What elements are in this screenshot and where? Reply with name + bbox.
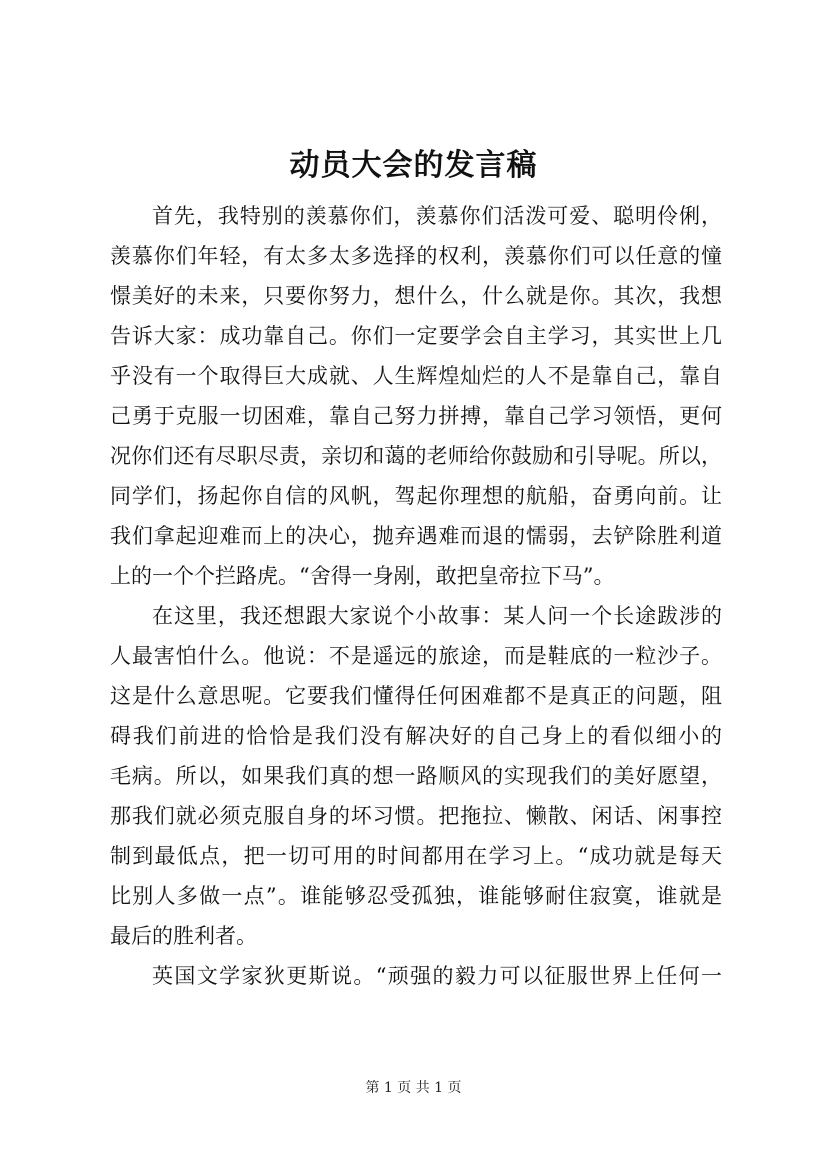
document-body <box>110 196 722 996</box>
text-line: 毛病。所以，如果我们真的想一路顺风的实现我们的美好愿望， <box>110 764 722 788</box>
text-line: 乎没有一个取得巨大成就、人生辉煌灿烂的人不是靠自己，靠自 <box>110 364 722 388</box>
text-line: 羡慕你们年轻，有太多太多选择的权利，羡慕你们可以任意的憧 <box>110 244 722 268</box>
text-line: 上的一个个拦路虎。“舍得一身剐，敢把皇帝拉下马”。 <box>110 564 615 588</box>
text-line: 这是什么意思呢。它要我们懂得任何困难都不是真正的问题，阻 <box>110 684 722 708</box>
text-line: 况你们还有尽职尽责，亲切和蔼的老师给你鼓励和引导呢。所以， <box>110 444 722 468</box>
text-line: 英国文学家狄更斯说。“顽强的毅力可以征服世界上任何一 <box>152 964 722 988</box>
paragraph-1 <box>110 196 722 596</box>
text-line: 人最害怕什么。他说：不是遥远的旅途，而是鞋底的一粒沙子。 <box>110 644 722 668</box>
text-line: 己勇于克服一切困难，靠自己努力拼搏，靠自己学习领悟，更何 <box>110 404 722 428</box>
text-line: 我们拿起迎难而上的决心，抛弃遇难而退的懦弱，去铲除胜利道 <box>110 524 722 548</box>
text-line: 制到最低点，把一切可用的时间都用在学习上。“成功就是每天 <box>110 844 722 868</box>
document-title: 动员大会的发言稿 <box>289 148 538 183</box>
text-line: 首先，我特别的羡慕你们，羡慕你们活泼可爱、聪明伶俐， <box>152 204 722 228</box>
paragraph-2 <box>110 596 722 956</box>
text-line: 告诉大家：成功靠自己。你们一定要学会自主学习，其实世上几 <box>110 324 722 348</box>
text-line: 憬美好的未来，只要你努力，想什么，什么就是你。其次，我想 <box>110 284 722 308</box>
text-line: 碍我们前进的恰恰是我们没有解决好的自己身上的看似细小的 <box>110 724 722 748</box>
text-line: 那我们就必须克服自身的坏习惯。把拖拉、懒散、闲话、闲事控 <box>110 804 722 828</box>
page-footer: 第 1 页 共 1 页 <box>365 1080 462 1096</box>
paragraph-3 <box>110 956 722 996</box>
text-line: 最后的胜利者。 <box>110 924 257 948</box>
text-line: 比别人多做一点”。谁能够忍受孤独，谁能够耐住寂寞，谁就是 <box>110 884 722 908</box>
text-line: 在这里，我还想跟大家说个小故事：某人问一个长途跋涉的 <box>152 604 722 628</box>
text-line: 同学们，扬起你自信的风帆，驾起你理想的航船，奋勇向前。让 <box>110 484 722 508</box>
